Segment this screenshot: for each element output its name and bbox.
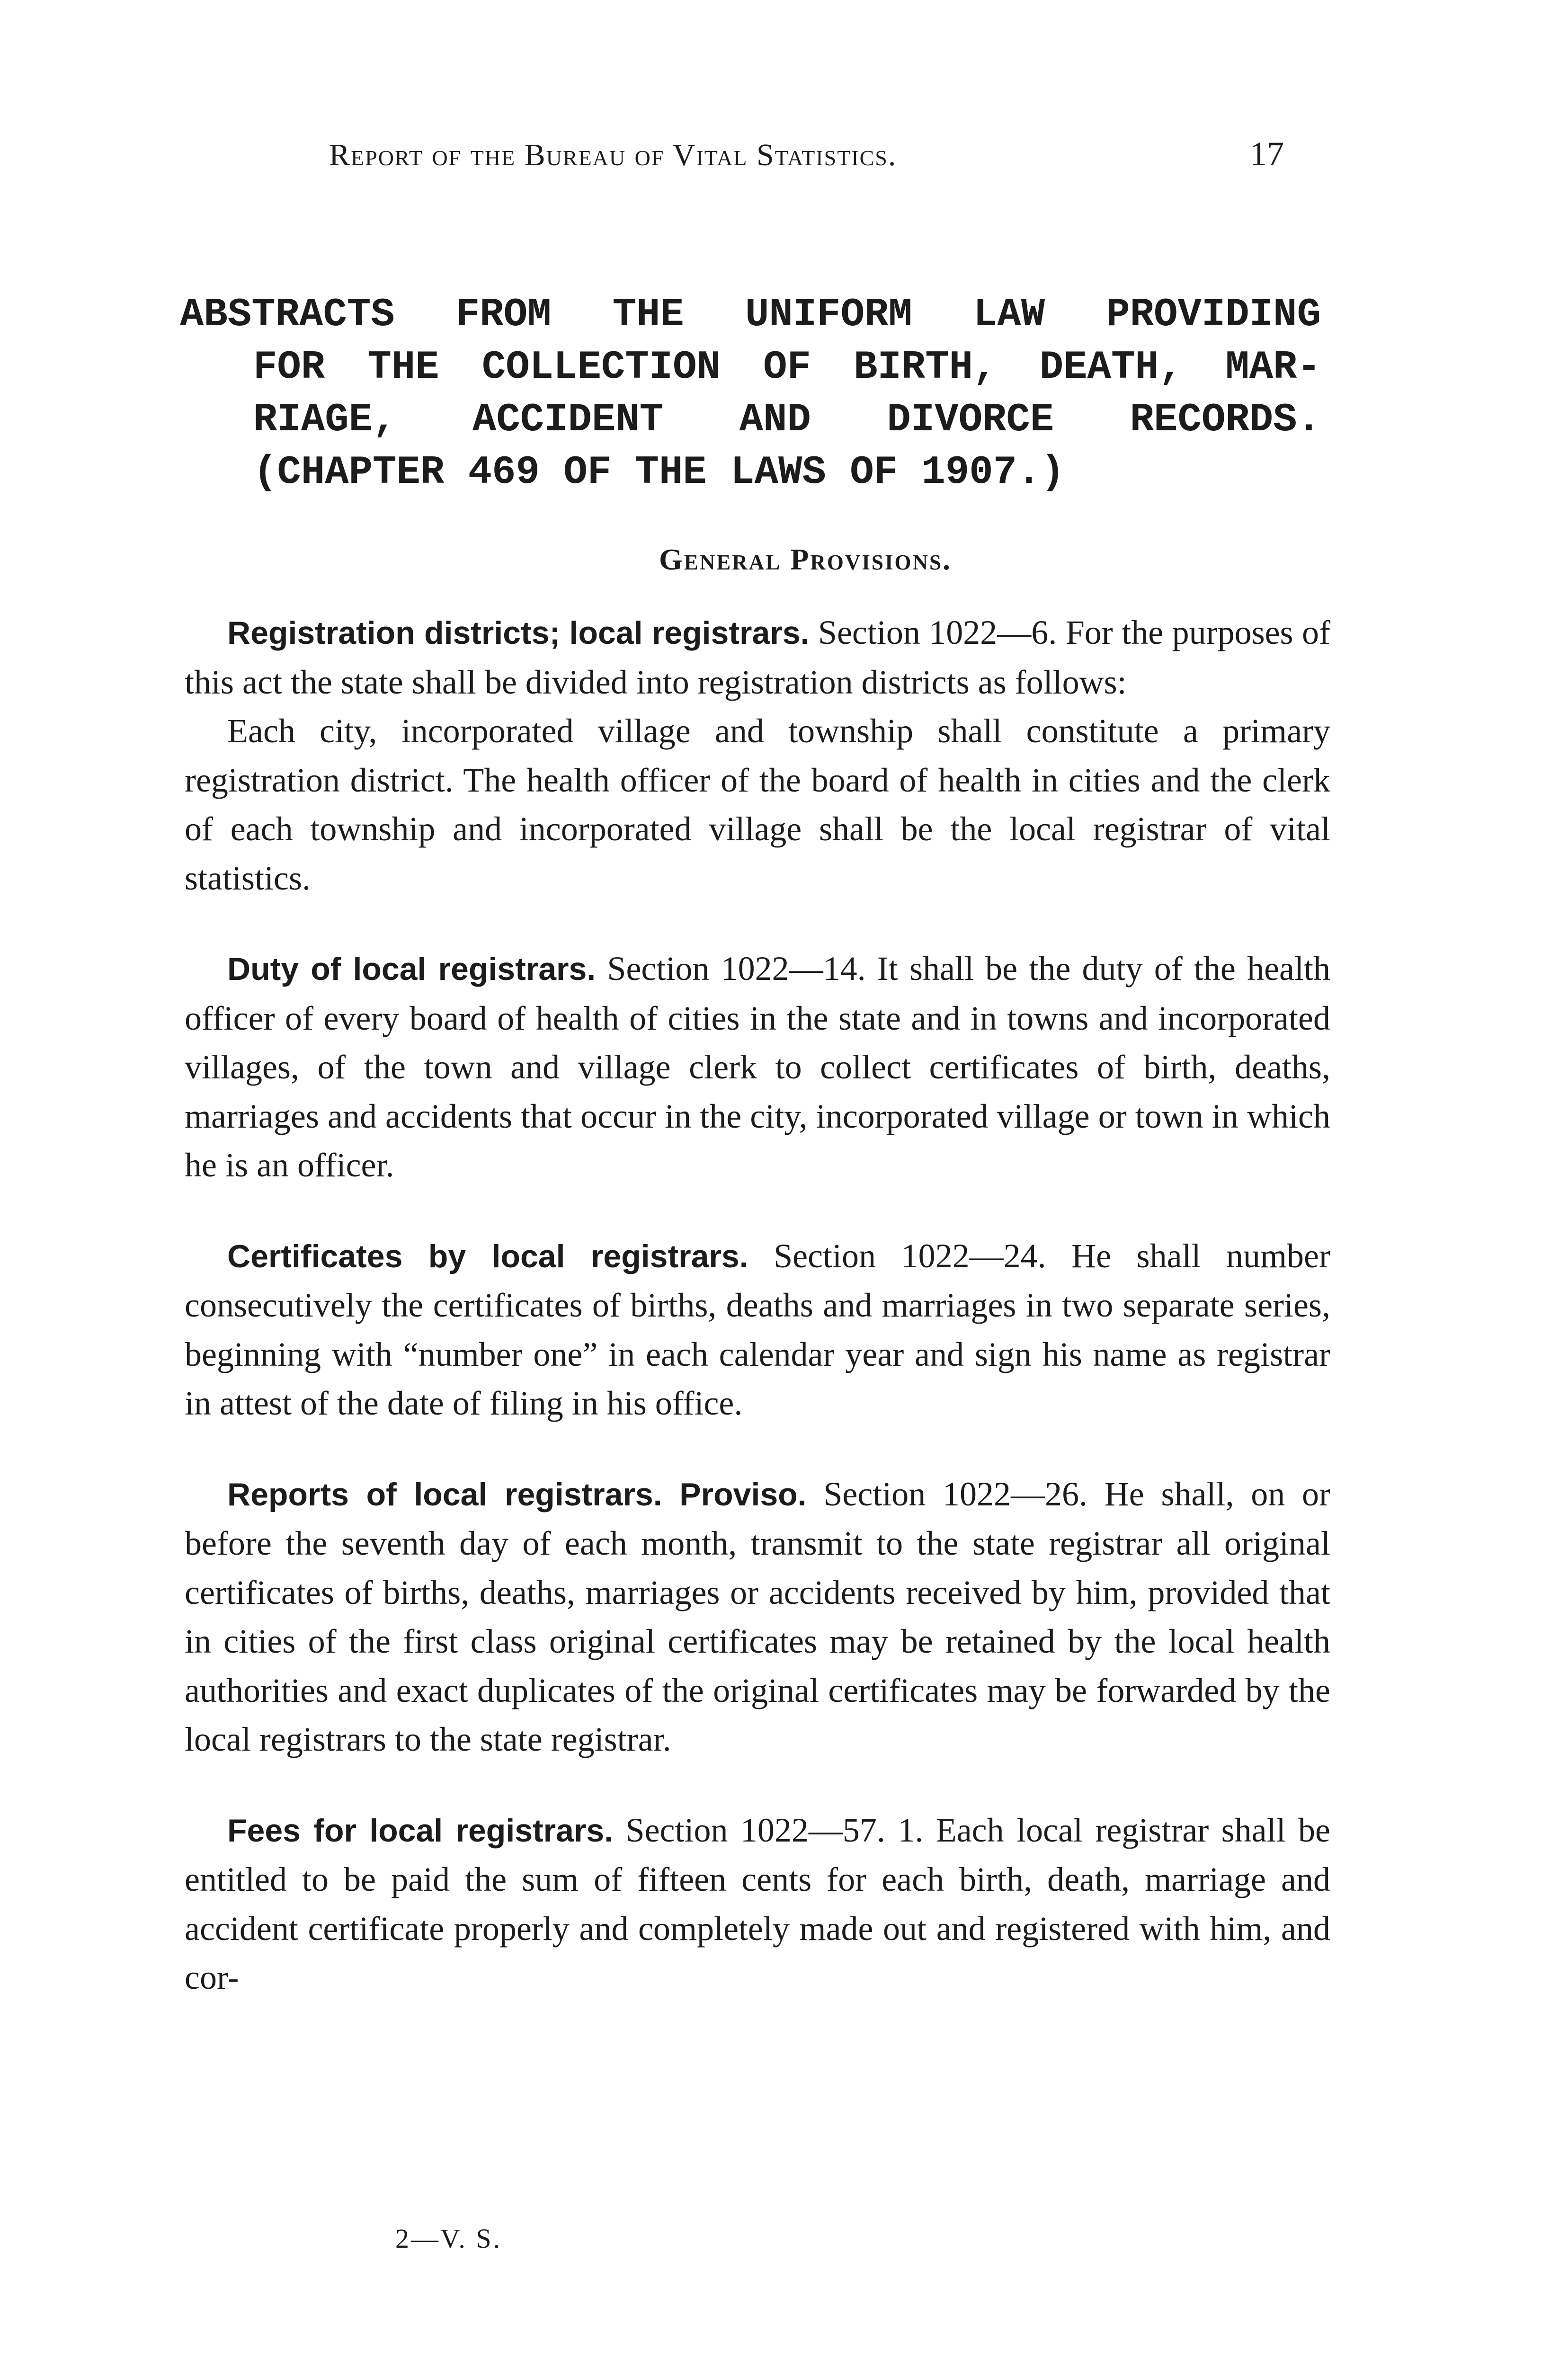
paragraph-certificates	[185, 1232, 1330, 1428]
paragraph-lead: Registration districts; local registrars.	[227, 615, 810, 651]
paragraph-lead: Duty of local registrars.	[227, 951, 596, 987]
paragraph-text: Section 1022—14. It shall be the duty of the health officer of every board of health of cities in the state and in towns and incorporated villages, of the town and village clerk to collect certificates of birth, deaths, marriages and accidents that occur in the city, incorporated village or town in which he is an officer.	[185, 950, 1330, 1184]
paragraph-lead: Certificates by local registrars.	[227, 1238, 748, 1274]
paragraph-lead: Fees for local registrars.	[227, 1812, 614, 1849]
paragraph-lead: Reports of local registrars. Proviso.	[227, 1476, 807, 1513]
paragraph-text: Each city, incorporated village and township shall constitute a primary registration district. The health officer of the board of health in cities and the clerk of each township and incorporated village shall be the local registrar of vital statistics.	[185, 712, 1330, 897]
title-line: RIAGE, ACCIDENT AND DIVORCE RECORDS.	[253, 398, 1321, 443]
running-title: Report of the Bureau of Vital Statistics.	[329, 138, 897, 172]
paragraph-registration-districts	[185, 608, 1330, 707]
paragraph-primary-district	[185, 707, 1330, 903]
signature-mark: 2—V. S.	[395, 2223, 502, 2254]
paragraph-text: Section 1022—57. 1. Each local registrar shall be entitled to be paid the sum of fifteen cents for each birth, death, marriage and accident certificate properly and completely made out and registered with him, and cor-	[185, 1811, 1331, 1996]
section-heading: General Provisions.	[659, 543, 952, 576]
title-line: FOR THE COLLECTION OF BIRTH, DEATH, MAR-	[253, 345, 1321, 390]
title-line: ABSTRACTS FROM THE UNIFORM LAW PROVIDING	[180, 293, 1321, 338]
paragraph-text: Section 1022—24. He shall number consecutively the certificates of births, deaths and marriages in two separate series, beginning with “number one” in each calendar year and sign his name as registrar in attest of the date of filing in his office.	[185, 1237, 1330, 1422]
paragraph-fees	[185, 1806, 1330, 2002]
paragraph-duty-of-registrars	[185, 944, 1330, 1190]
paragraph-text: Section 1022—26. He shall, on or before the seventh day of each month, transmit to the state registrar all original certificates of births, deaths, marriages or accidents received by him, provided that in cities of the first class original certificates may be retained by the local health authorities and exact duplicates of the original certificates may be forwarded by the local registrars to the state registrar.	[185, 1475, 1330, 1758]
running-header	[0, 137, 1568, 189]
document-title	[180, 289, 1321, 499]
paragraph-reports	[185, 1470, 1330, 1764]
page-number: 17	[1250, 135, 1284, 173]
title-line: (CHAPTER 469 OF THE LAWS OF 1907.)	[253, 450, 1065, 495]
body-text	[185, 608, 1330, 2002]
paragraph-text: Section 1022—6. For the purposes of this act the state shall be divided into registration districts as follows:	[185, 614, 1330, 701]
